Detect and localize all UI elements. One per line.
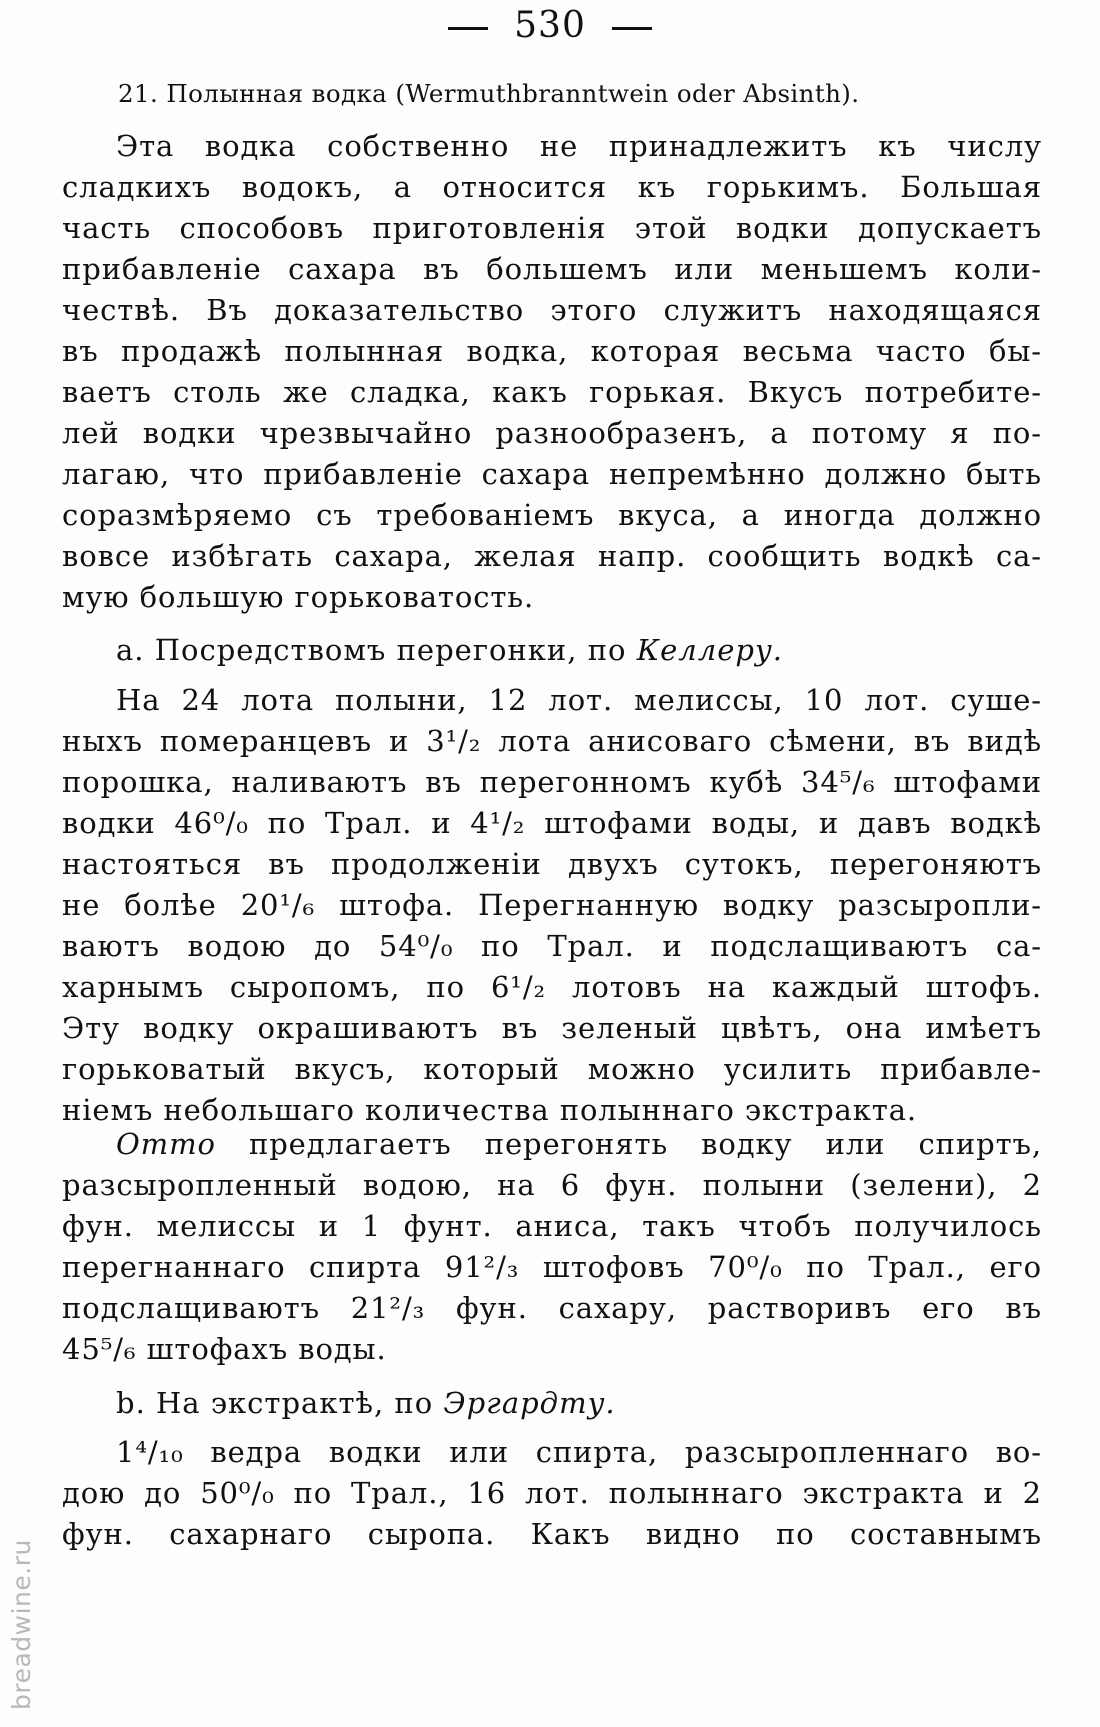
subsection-author: Эргардту. xyxy=(443,1386,616,1420)
subsection-label: b. xyxy=(116,1386,146,1420)
text-line: лей водки чрезвычайно разнообразенъ, а потому я по- xyxy=(62,416,1042,450)
text-line: перегнаннаго спирта 91²/₃ штофовъ 70⁰/₀ по Трал., его xyxy=(62,1250,1042,1284)
page-number-line xyxy=(0,2,1100,50)
author-name: Отто xyxy=(116,1127,216,1161)
text-line: ваетъ столь же сладка, какъ горькая. Вкусъ потребите- xyxy=(62,375,1042,409)
text-line: харнымъ сыропомъ, по 6¹/₂ лотовъ на каждый штофъ. xyxy=(62,970,1042,1004)
text-line: сладкихъ водокъ, а относится къ горькимъ. Большая xyxy=(62,170,1042,204)
text-line: дою до 50⁰/₀ по Трал., 16 лот. полыннаго экстракта и 2 xyxy=(62,1476,1042,1510)
paragraph-1 xyxy=(62,126,1042,618)
text-line: часть способовъ приготовленія этой водки допускаетъ xyxy=(62,211,1042,245)
subsection-a-heading xyxy=(116,630,783,671)
text-fragment: предлагаетъ перегонять водку или спиртъ, xyxy=(248,1127,1043,1161)
subsection-text: Посредствомъ перегонки, по xyxy=(154,633,627,667)
text-line: соразмѣряемо съ требованіемъ вкуса, а иногда должно xyxy=(62,498,1042,532)
left-dash xyxy=(448,27,488,30)
text-line: Эта водка собственно не принадлежитъ къ числу xyxy=(116,129,1042,163)
text-line: не болѣе 20¹/₆ штофа. Перегнанную водку разсыропли- xyxy=(62,888,1042,922)
text-line: мую большую горьковатость. xyxy=(62,580,535,614)
subsection-text: На экстрактѣ, по xyxy=(156,1386,434,1420)
text-line: лагаю, что прибавленіе сахара непремѣнно должно быть xyxy=(62,457,1042,491)
text-line: горьковатый вкусъ, который можно усилить прибавле- xyxy=(62,1052,1042,1086)
text-line-first xyxy=(62,1124,1042,1165)
text-line: вовсе избѣгать сахара, желая напр. сообщить водкѣ са- xyxy=(62,539,1042,573)
text-line: Эту водку окрашиваютъ въ зеленый цвѣтъ, она имѣетъ xyxy=(62,1011,1042,1045)
text-line: ваютъ водою до 54⁰/₀ по Трал. и подслащиваютъ са- xyxy=(62,929,1042,963)
page-number: 530 xyxy=(514,5,586,46)
subsection-label: a. xyxy=(116,633,145,667)
site-watermark xyxy=(6,1310,46,1710)
text-line: ніемъ небольшаго количества полыннаго экстракта. xyxy=(62,1093,918,1127)
text-line: водки 46⁰/₀ по Трал. и 4¹/₂ штофами воды, и давъ водкѣ xyxy=(62,806,1042,840)
text-line: ныхъ померанцевъ и 3¹/₂ лота анисоваго сѣмени, въ видѣ xyxy=(62,724,1042,758)
subsection-author: Келлеру. xyxy=(636,633,784,667)
text-line: На 24 лота полыни, 12 лот. мелиссы, 10 лот. суше- xyxy=(116,683,1042,717)
paragraph-4 xyxy=(62,1432,1042,1555)
text-line: фун. сахарнаго сыропа. Какъ видно по составнымъ xyxy=(62,1517,1042,1551)
text-line: въ продажѣ полынная водка, которая весьма часто бы- xyxy=(62,334,1042,368)
paragraph-3 xyxy=(62,1124,1042,1370)
watermark-text: breadwine.ru xyxy=(7,1539,36,1710)
text-line: чествѣ. Въ доказательство этого служитъ находящаяся xyxy=(62,293,1042,327)
text-line: 1⁴/₁₀ ведра водки или спирта, разсыропленнаго во- xyxy=(116,1435,1042,1469)
text-line: фун. мелиссы и 1 фунт. аниса, такъ чтобъ получилось xyxy=(62,1209,1042,1243)
text-line: подслащиваютъ 21²/₃ фун. сахару, растворивъ его въ xyxy=(62,1291,1042,1325)
right-dash xyxy=(612,27,652,30)
text-line: 45⁵/₆ штофахъ воды. xyxy=(62,1332,387,1366)
text-line: разсыропленный водою, на 6 фун. полыни (зелени), 2 xyxy=(62,1168,1042,1202)
subsection-b-heading xyxy=(116,1383,616,1424)
section-heading: 21. Полынная водка (Wermuthbranntwein oder Absinth). xyxy=(118,79,860,108)
text-line: прибавленіе сахара въ большемъ или меньшемъ коли- xyxy=(62,252,1042,286)
text-line: настояться въ продолженіи двухъ сутокъ, перегоняютъ xyxy=(62,847,1042,881)
paragraph-2 xyxy=(62,680,1042,1131)
text-line: порошка, наливаютъ въ перегонномъ кубѣ 34⁵/₆ штофами xyxy=(62,765,1042,799)
